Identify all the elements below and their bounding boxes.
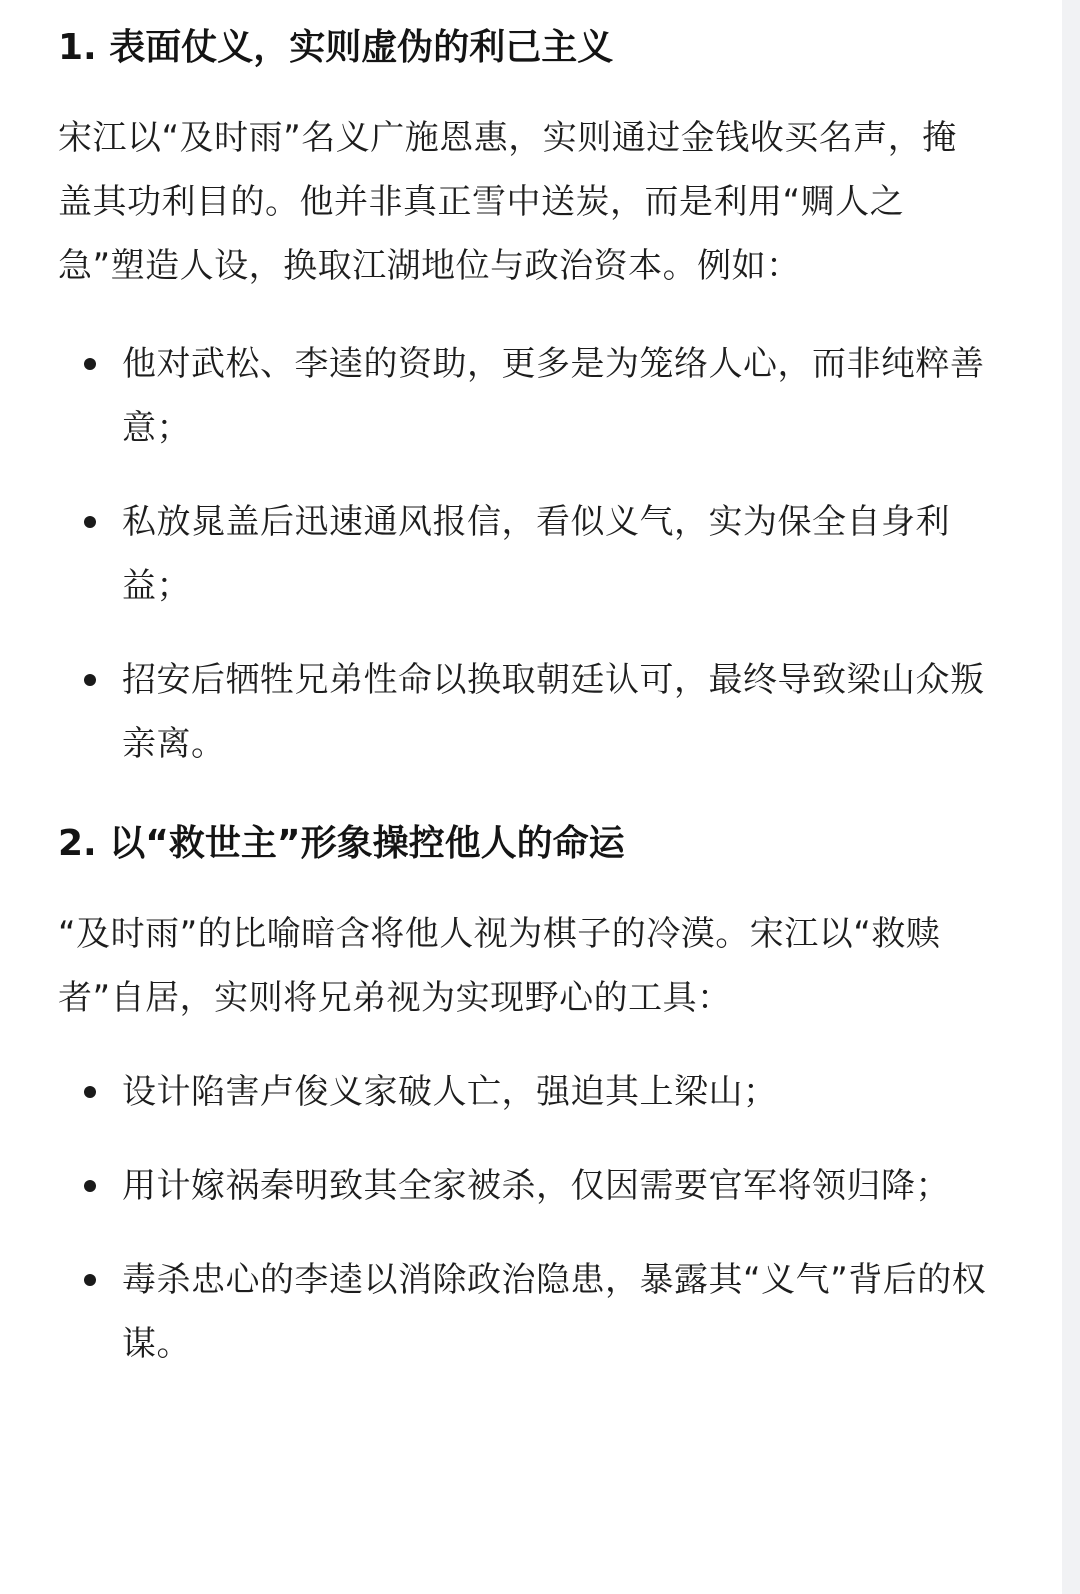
section-1-heading: 1. 表面仗义，实则虚伪的利己主义 [58,27,614,68]
list-item-text: 私放晁盖后迅速通风报信，看似义气，实为保全自身利益； [122,502,950,606]
right-edge-bar [1062,0,1080,1594]
bullet-icon [84,358,96,370]
list-item [58,332,988,460]
section-1-paragraph: 宋江以“及时雨”名义广施恩惠，实则通过金钱收买名声，掩盖其功利目的。他并非真正雪中送炭，而是利用“赒人之急”塑造人设，换取江湖地位与政治资本。例如： [58,118,957,286]
list-item [58,1154,988,1218]
list-item [58,1248,988,1376]
bullet-icon [84,516,96,528]
list-item [58,1060,988,1124]
list-item [58,490,988,618]
bullet-icon [84,1180,96,1192]
section-2-list [58,1060,988,1376]
list-item-text: 他对武松、李逵的资助，更多是为笼络人心，而非纯粹善意； [122,344,985,448]
list-item-text: 招安后牺牲兄弟性命以换取朝廷认可，最终导致梁山众叛亲离。 [122,660,985,764]
section-1-list [58,332,988,776]
bullet-icon [84,674,96,686]
list-item-text: 用计嫁祸秦明致其全家被杀，仅因需要官军将领归降； [122,1166,950,1206]
list-item-text: 设计陷害卢俊义家破人亡，强迫其上梁山； [122,1072,778,1112]
bullet-icon [84,1086,96,1098]
section-2-heading: 2. 以“救世主”形象操控他人的命运 [58,823,625,864]
list-item-text: 毒杀忠心的李逵以消除政治隐患，暴露其“义气”背后的权谋。 [122,1260,987,1364]
section-2-paragraph: “及时雨”的比喻暗含将他人视为棋子的冷漠。宋江以“救赎者”自居，实则将兄弟视为实现野心的工具： [58,914,941,1018]
article-content [58,20,988,1376]
list-item [58,648,988,776]
bullet-icon [84,1274,96,1286]
